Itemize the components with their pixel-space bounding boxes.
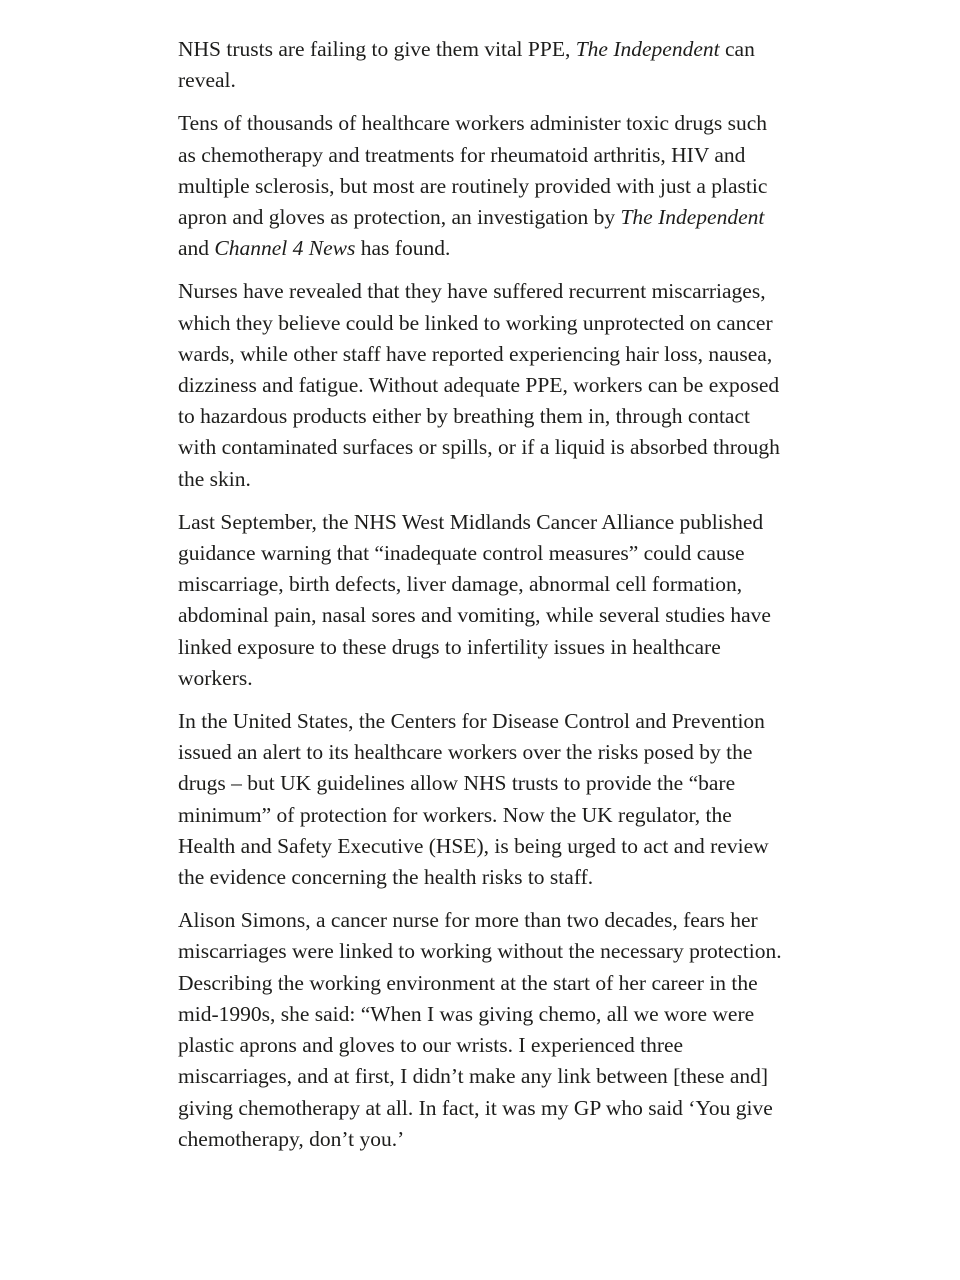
paragraph-us-cdc-alert: In the United States, the Centers for Disease Control and Prevention issued an alert to its healthcare workers over the risks posed by the drugs – but UK guidelines allow NHS trusts to provide the “bare minimum” of protection for workers. Now the UK regulator, the Health and Safety Executive (HSE), is being urged to act and review the evidence concerning the health risks to staff. (178, 709, 769, 890)
paragraph-text: and (178, 236, 215, 261)
paragraph-nurses-miscarriages: Nurses have revealed that they have suffered recurrent miscarriages, which they believe could be linked to working unprotected on cancer wards, while other staff have reported experiencing hair loss, nausea, dizziness and fatigue. Without adequate PPE, workers can be exposed to hazardous products either by breathing them in, through contact with contaminated surfaces or spills, or if a liquid is absorbed through the skin. (178, 279, 780, 491)
publication-name: The Independent (620, 205, 765, 230)
publication-name: The Independent (575, 37, 720, 61)
paragraph-alison-simons: Alison Simons, a cancer nurse for more than two decades, fears her miscarriages were linked to working without the necessary protection. Describing the working environment at the start of her career in the mid-1990s, she said: “When I was giving chemo, all we wore were plastic aprons and gloves to our wrists. I experienced three miscarriages, and at first, I didn’t make any link between [these and] giving chemotherapy at all. In fact, it was my GP who said ‘You give chemotherapy, don’t you.’ (178, 908, 782, 1151)
paragraph-text: Tens of thousands of healthcare workers administer toxic drugs such as chemotherapy and treatments for rheumatoid arthritis, HIV and multiple sclerosis, but most are routinely provided with just a plastic apron and gloves as protection, an investigation by (178, 111, 768, 230)
paragraph-text: can reveal. (178, 37, 755, 93)
paragraph-text: has found. (355, 236, 451, 261)
paragraph-investigation (178, 108, 788, 264)
paragraph-ppe-failing (178, 34, 788, 96)
publication-name: Channel 4 News (214, 236, 356, 261)
paragraph-text: NHS trusts are failing to give them vital PPE, (178, 37, 576, 61)
article-body (178, 34, 788, 1167)
paragraph-cancer-alliance-guidance: Last September, the NHS West Midlands Cancer Alliance published guidance warning that “inadequate control measures” could cause miscarriage, birth defects, liver damage, abnormal cell formation, abdominal pain, nasal sores and vomiting, while several studies have linked exposure to these drugs to infertility issues in healthcare workers. (178, 509, 771, 690)
